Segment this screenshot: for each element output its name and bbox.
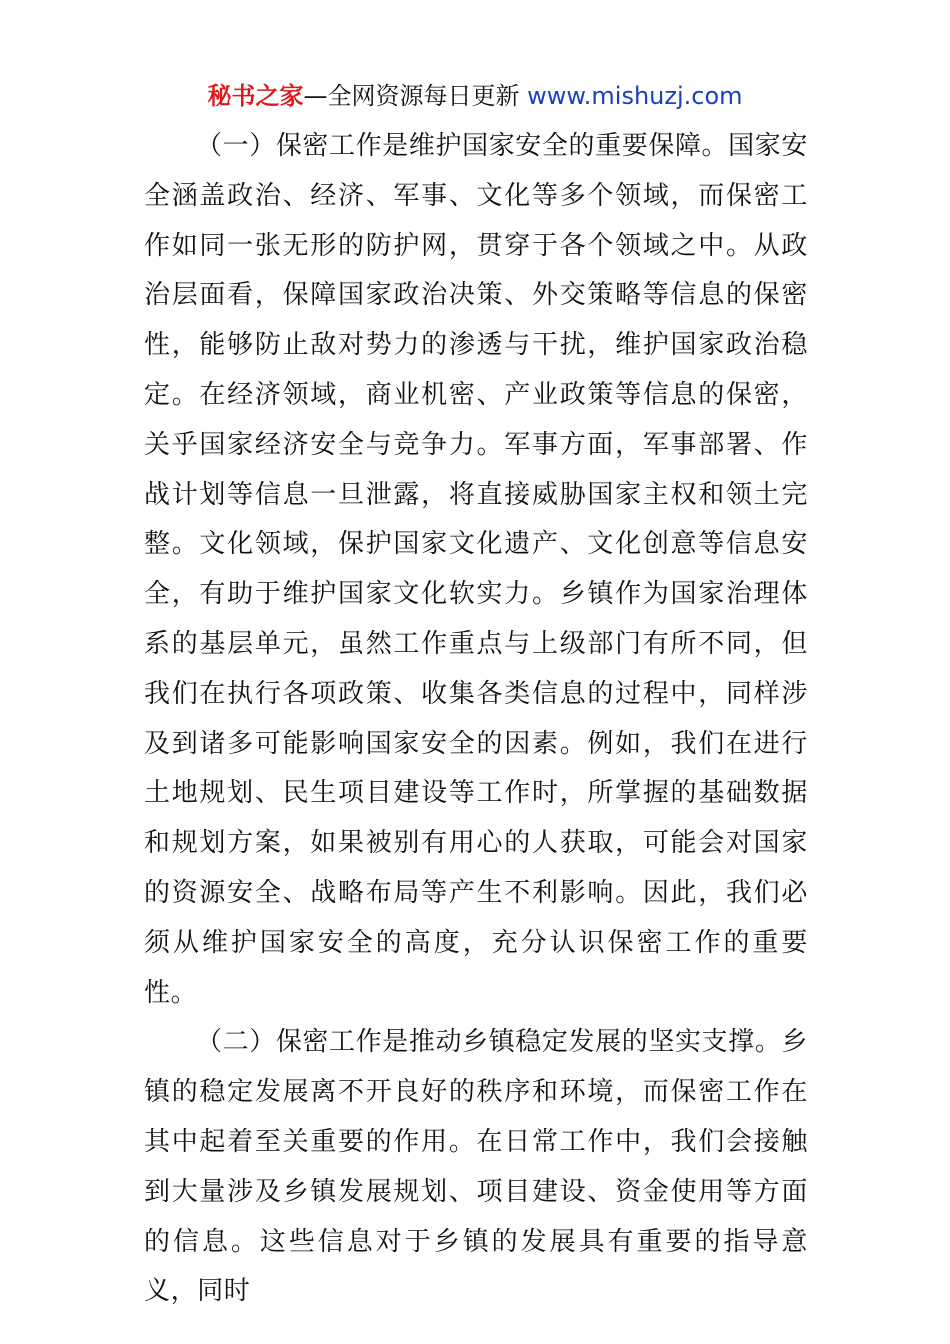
document-body	[144, 122, 808, 1317]
header-url[interactable]: www.mishuzj.com	[527, 82, 743, 110]
paragraph-1: （一）保密工作是维护国家安全的重要保障。国家安全涵盖政治、经济、军事、文化等多个领域，而保密工作如同一张无形的防护网，贯穿于各个领域之中。从政治层面看，保障国家政治决策、外交策略等信息的保密性，能够防止敌对势力的渗透与干扰，维护国家政治稳定。在经济领域，商业机密、产业政策等信息的保密，关乎国家经济安全与竞争力。军事方面，军事部署、作战计划等信息一旦泄露，将直接威胁国家主权和领土完整。文化领域，保护国家文化遗产、文化创意等信息安全，有助于维护国家文化软实力。乡镇作为国家治理体系的基层单元，虽然工作重点与上级部门有所不同，但我们在执行各项政策、收集各类信息的过程中，同样涉及到诸多可能影响国家安全的因素。例如，我们在进行土地规划、民生项目建设等工作时，所掌握的基础数据和规划方案，如果被别有用心的人获取，可能会对国家的资源安全、战略布局等产生不利影响。因此，我们必须从维护国家安全的高度，充分认识保密工作的重要性。	[144, 131, 808, 1008]
paragraph-2: （二）保密工作是推动乡镇稳定发展的坚实支撑。乡镇的稳定发展离不开良好的秩序和环境，而保密工作在其中起着至关重要的作用。在日常工作中，我们会接触到大量涉及乡镇发展规划、项目建设、资金使用等方面的信息。这些信息对于乡镇的发展具有重要的指导意义，同时	[144, 1027, 808, 1307]
header-brand: 秘书之家	[207, 82, 304, 110]
header-slogan: —全网资源每日更新	[303, 82, 528, 110]
site-header	[0, 78, 950, 114]
